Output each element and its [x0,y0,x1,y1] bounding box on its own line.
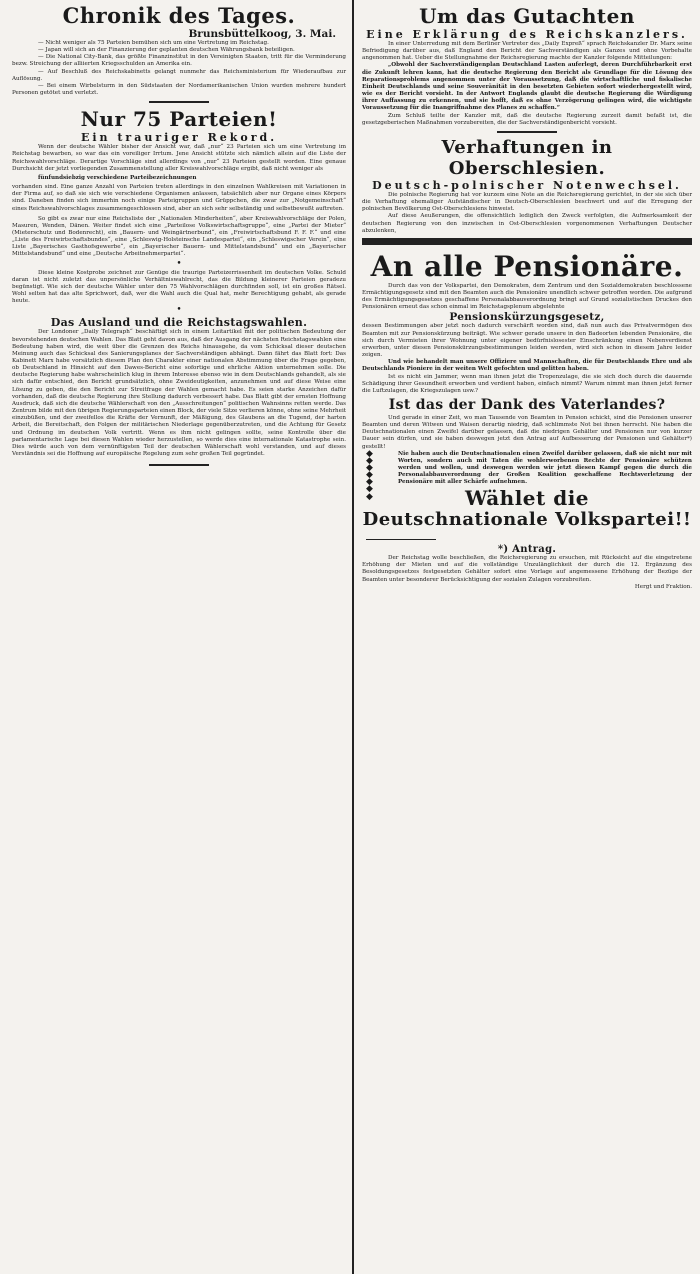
paragraph: Die polnische Regierung hat vor kurzem eine Note an die Reichsregierung gerichtet, in der sie sich über die Verhaftung ehemaliger Aufständischer in Deutsch-Oberschlesien beschwert und auf die Erregung der polnischen Bevölkerung Ost-Oberschlesiens hinweist. [362,191,692,213]
paragraph: Ist es nicht ein Jammer, wenn man ihnen jetzt die Tropenzulage, die sie sich doch durch die dauernde Schädigung ihrer Gesundheit erworben und verdient haben, einfach nimmt? Warum nimmt man ihnen jetzt ferner die Luftzulagen, die Kriegszulagen usw.? [362,373,692,394]
ausland-article [12,305,346,458]
signature: Hergt und Fraktion. [634,583,692,590]
bullet-arrows [366,448,373,502]
divider [149,464,209,466]
cta-line-1: Wählet die [464,485,590,510]
footnote-rule [366,539,436,541]
quote: „Obwohl der Sachverständigenplan Deutschland Lasten auferlegt, deren Durchführbarkeit erst die Zukunft lehren kann, hat die deutsche Regierung den Bericht als Grundlage für die Lösung des Reparationsproblems angenommen unter der Voraussetzung, daß die wirtschaftliche und fiskalische Einheit Deutschlands und seine Souveränität in den besetzten Gebieten sofort wiederhergestellt wird, wie es der Bericht vorsieht. In der Antwort Englands glaubt die deutsche Regierung die Würdigung ihrer Auffassung zu erkennen, und sie hofft, daß es ohne Verzögerung gelingen wird, die wichtigste Voraussetzung für die Inangriffnahme des Planes zu schaffen.“ [362,62,692,112]
emphasis-line: Pensionskürzungsgesetz, [449,311,605,324]
paragraph: Diese kleine Kostprobe zeichnet zur Genüge die traurige Parteizerrissenheit im deutschen Volke. Schuld daran ist nicht zuletzt das unpersönliche Verhältniswahlrecht, das die Bildung kleinerer Parteien geradezu begünstigt. Wie sich der deutsche Wähler unter den 75 Wahlvorschlägen durchfinden soll, ist ein großes Rätsel. Wohl selten hat das alte Sprichwort, daß, wer die Wahl auch die Qual hat, mehr Berechtigung gehabt, als gerade heute. [12,269,346,305]
paragraph: vorhanden sind. Eine ganze Anzahl von Parteien treten allerdings in den einzelnen Wahlkreisen mit Variationen in der Firma auf, so daß sie sich wie verschiedene Organismen anlassen, tatsächlich aber nur Organe eines Körpers sind. Daneben finden sich immerhin noch einige Parteigruppen und Grüppchen, die zwar zur „Notgemeinschaft“ eines Reichswahlvorschlages zusammengeschlossen sind, aber an sich sehr selbständig und selbstbewußt auftreten. [12,184,346,212]
diamond-arrow-icon: ◆ [366,484,373,495]
parteien-article [12,107,346,305]
paragraph: Auf diese Aeußerungen, die offensichtlich lediglich den Zweck verfolgten, die Aufmerksamkeit der deutschen Regierung von den inzwischen in Ost-Oberschlesien vorgenommenen Verhaftungen Deutscher abzulenken, [362,213,692,234]
column-rule [352,0,354,1274]
pensionaere-title: An alle Pensionäre. [370,249,684,283]
chronik-item: — Japan will sich an der Finanzierung der geplanten deutschen Währungsbank beteiligen. [38,47,295,54]
emphasis-line: fünfundsiebzig verschiedene Parteibezeichnungen [38,174,197,181]
question-heading: Ist das der Dank des Vaterlandes? [388,397,666,413]
gutachten-title: Um das Gutachten [419,4,635,28]
diamond-arrow-icon: ◆ [366,477,373,488]
separator-dot: • [176,258,182,269]
paragraph: Und gerade in einer Zeit, wo man Tausende von Beamten in Pension schickt, sind die Pensionen unserer Beamten und deren Witwen und Waisen derartig niedrig, daß schlimmste Not bei ihnen herrscht. Nie haben die Deutschnationalen einen Zweifel darüber gelassen, daß die niedrigen Gehälter und Pensionen nur von kurzer Dauer sein dürfen, und sie haben deswegen jetzt den Antrag auf Aufbesserung der Pensionen und Gehälter*) gestellt! [362,415,692,450]
chronik-item: — Nicht weniger als 75 Parteien bemühen sich um eine Vertretung im Reichstag. [38,40,269,46]
diamond-arrow-icon: ◆ [366,470,373,481]
chronik-section [12,3,346,97]
diamond-arrow-icon: ◆ [366,455,373,466]
parteien-title: Nur 75 Parteien! [80,107,278,132]
chronik-item: — Die National City-Bank, das größte Finanzinstitut in den Vereinigten Staaten, tritt für die Verminderung bezw. Streichung der alliierten Kriegsschulden an Amerika ein. [12,54,346,68]
separator-dot: • [176,305,182,316]
paragraph: Durch das von der Volkspartei, den Demokraten, dem Zentrum und den Sozialdemokraten beschlossene Ermächtigungsgesetz sind mit den Beamten auch die Pensionäre unendlich schwer getroffen worden. Die aufgrund des Ermächtigungsgesetzes geschaffene Personalabbauverordnung bringt auf Grund sozialistischen Druckes den Pensionären erneut das schon einmal im Reichstagsplenum abgelehnte [362,282,692,311]
verhaftungen-article [362,137,692,235]
paragraph: dessen Bestimmungen aber jetzt noch dadurch verschärft worden sind, daß nun auch das Privatvermögen des Beamten mit zur Pensionskürzung beiträgt. Wie schwer gerade unsere in den Badeorten lebenden Pensionäre, die sich durch Vermieten ihrer Wohnung unter eigener bedürfnislosester Einschränkung einen Nebenverdienst erwerben, unter diesen Pensionskürzungsbestimmungen leiden werden, wird sich schon in diesem Jahre leider zeigen. [362,323,692,359]
diamond-arrow-icon: ◆ [366,491,373,502]
right-column [362,0,692,1274]
divider [149,101,209,103]
gutachten-subtitle: Eine Erklärung des Reichskanzlers. [366,28,688,41]
paragraph: Der Londoner „Daily Telegraph“ beschäftigt sich in einem Leitartikel mit der politischen Bedeutung der bevorstehenden deutschen Wahlen. Das Blatt geht davon aus, daß der Ausgang der nächsten Reichstagswahlen eine Bedeutung haben wird, die weit über die Grenzen des Reichs hinausgehe, da vom Schicksal dieser deutschen Meinung auch das Schicksal des Sanierungsplanes der Sachverständigen abhängt. Dann fährt das Blatt fort: Das Kabinett Marx habe vorsätzlich diesem Plan den Charakter einer nationalen Abstimmung über die Frage gegeben, ob Deutschland in Hinsicht auf den Dawes-Bericht eine sofortige und ehrliche Aktion unternehmen solle. Die deutsche Regierung habe wahrscheinlich klug in ihrem Interesse ebenso wie in dem Deutschlands gehandelt, als sie sich dafür entschied, den Bericht grundsätzlich, ohne Zweideutigkeiten, anzunehmen und auf diese Weise eine Lösung zu geben, die den Bericht zur Streitfrage der Wahlen gemacht habe. Es seien starke Anzeichen dafür vorhanden, daß die deutsche Regierung ihre Stellung dadurch verbessert habe. Das Blatt gibt der ernsten Hoffnung Ausdruck, daß sich die deutsche Wählerschaft von den „Ausschreitungen“ politischen Wahnsinns retten werde. Das Zentrum bilde mit den übrigen Regierungsparteien einen Block, der viele Sitze verlieren könne, ohne seine Mehrheit einzubüßen, und der zweifellos die Kräfte der Vernunft, der Mäßigung, des Glaubens an die Tugend, der harten Arbeit, die Bereitschaft, den Folgen der militärischen Niederlage gegenüberzutreten, und die Achtung für Gesetz und Ordnung im deutschen Volk vertritt. Wenn es ihm nicht gelingen sollte, seine Kontrolle über die parlamentarische Lage bei diesen Wahlen wieder herzustellen, so werde dies eine internationale Katastrophe sein. Dies würde auch von dem vernünftigsten Teil der deutschen Wählerschaft wohl verstanden, und auf dieses Verständnis sei die Hoffnung auf europäische Regelung zum sehr großen Teil gegründet. [12,329,346,458]
ausland-title: Das Ausland und die Reichstagswahlen. [50,316,308,330]
parteien-subtitle: Ein trauriger Rekord. [80,131,278,145]
paragraph: In einer Unterredung mit dem Berliner Vertreter des „Daily Expreß“ sprach Reichskanzler Dr. Marx seine Befriedigung darüber aus, daß England den Bericht der Sachverständigen als Ganzes und ohne Vorbehalte angenommen hat. Ueber die Stellungnahme der Reichsregierung machte der Kanzler folgende Mitteilungen: [362,41,692,62]
verhaftungen-title: Verhaftungen in Oberschlesien. [441,136,613,179]
diamond-arrow-icon: ◆ [366,448,373,459]
thick-rule [362,238,692,245]
paragraph: Wenn der deutsche Wähler bisher der Ansicht war, daß „nur“ 23 Parteien sich um eine Vertretung im Reichstag bewarben, so war das ein voreiliger Irrtum. Jene Ansicht stützte sich nämlich allein auf die Liste der Reichswahlvorschläge. Derartige Vorschläge sind allerdings von „nur“ 23 Parteien gestellt worden. Eine genaue Durchsicht der jetzt vorliegenden Zusammenstellung aller Kreiswahlvorschläge ergibt, daß nicht weniger als [12,144,346,172]
chronik-item: — Bei einem Wirbelsturm in den Südstaaten der Nordamerikanischen Union wurden mehrere hundert Personen getötet und verletzt. [12,82,346,97]
footnote-title: *) Antrag. [497,544,557,556]
dateline: Brunsbüttelkoog, 3. Mai. [188,28,336,40]
left-column [12,0,346,1274]
gutachten-article [362,4,692,127]
paragraph: Zum Schluß teilte der Kanzler mit, daß die deutsche Regierung zurzeit damit befaßt ist, die gesetzgeberischen Maßnahmen vorzubereiten, die der Sachverständigenbericht vorsieht. [362,112,692,126]
diamond-arrow-icon: ◆ [366,463,373,474]
divider [497,131,557,133]
chronik-title: Chronik des Tages. [62,3,296,28]
chronik-item: — Auf Beschluß des Reichskabinetts gelangt nunmehr das Reichsministerium für Wiederaufbau zur Auflösung. [12,68,346,82]
footnote-text: Der Reichstag wolle beschließen, die Reichsregierung zu ersuchen, mit Rücksicht auf die eingetretene Erhöhung der Mieten und auf die vollständige Unzulänglichkeit der durch die 12. Ergänzung des Besoldungsgesetzes festgesetzten Gehälter sofort eine Vorlage auf angemessene Erhöhung der Bezüge der Beamten unter besonderer Berücksichtigung der sozialen Zulagen vorzubreiten. [362,555,692,583]
bullet-text: Nie haben auch die Deutschnationalen einen Zweifel darüber gelassen, daß sie nicht nur mit Worten, sondern auch mit Taten die wohlerworbenen Rechte der Pensionäre schützen werden und wollen, und deswegen werden wir jetzt diesen Kampf gegen die durch die Personalabbauverordnung der Großen Koalition geschaffene Rechtsverletzung der Pensionäre mit aller Schärfe aufnehmen. [398,450,692,486]
verhaftungen-subtitle: Deutsch-polnischer Notenwechsel. [372,178,682,192]
paragraph: Und wie behandelt man unsere Offiziere und Mannschaften, die für Deutschlands Ehre und als Deutschlands Pioniere in der weiten Welt gefochten und gelitten haben. [362,359,692,373]
cta-line-2: Deutschnationale Volkspartei!! [362,508,692,530]
pensionaere-ad [362,251,692,591]
paragraph: So gibt es zwar nur eine Reichsliste der „Nationalen Minderheiten“, aber Kreiswahlvorschläge der Polen, Masuren, Wenden, Dänen. Weiter findet sich eine „Parteilose Volkswirtschaftsgruppe“, eine „Partei der Mieter“ (Mieterschutz und Bodenrecht), ein „Bauern- und Weingärtnerbund“, ein „Freiwirtschaftsbund F. F. F.“ und eine „Liste des Freiwirtschaftsbundes“, eine „Schleswig-Holsteinsche Landespartei“, ein „Schleswigscher Verein“, eine Liste „Bayerisches Gasthofsgewerbe“, ein „Bayerischer Bauern- und Mittelstandsbund“ und ein „Bayerischer Mittelstandsbund“ und eine „Deutsche Arbeitnehmerpartei“. [12,215,346,258]
